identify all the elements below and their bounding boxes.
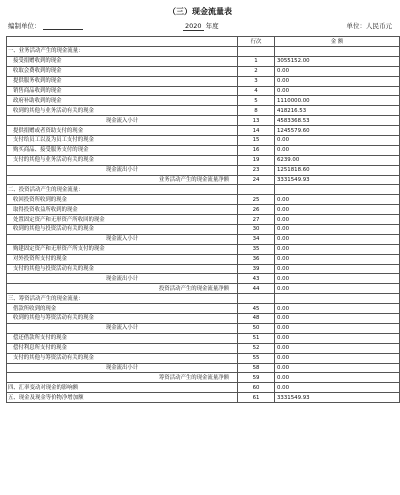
- row-item-label: 提供服务收到的现金: [7, 76, 238, 86]
- row-item-label: 现金流入小计: [7, 234, 238, 244]
- row-amount: 0.00: [275, 323, 400, 333]
- table-row: [7, 106, 400, 116]
- table-row: [7, 244, 400, 254]
- row-amount: [275, 294, 400, 304]
- row-amount: 1245579.60: [275, 126, 400, 136]
- row-number: 44: [238, 284, 275, 294]
- row-amount: 0.00: [275, 264, 400, 274]
- row-number: 59: [238, 373, 275, 383]
- row-item-label: 筹资活动产生的现金流量净额: [7, 373, 238, 383]
- row-item-label: 业务活动产生的现金流量净额: [7, 175, 238, 185]
- table-row: [7, 294, 400, 304]
- cash-flow-table: [6, 36, 400, 403]
- row-item-label: 现金流出小计: [7, 274, 238, 284]
- table-row: [7, 353, 400, 363]
- table-row: [7, 145, 400, 155]
- row-number: 61: [238, 393, 275, 403]
- row-amount: 0.00: [275, 244, 400, 254]
- table-row: [7, 116, 400, 126]
- table-row: [7, 215, 400, 225]
- row-item-label: 处置固定资产和无形资产所收回的现金: [7, 215, 238, 225]
- row-amount: 0.00: [275, 373, 400, 383]
- table-row: [7, 86, 400, 96]
- row-amount: 3331549.93: [275, 393, 400, 403]
- table-row: [7, 284, 400, 294]
- row-item-label: 对外投资所支付的现金: [7, 254, 238, 264]
- row-amount: 0.00: [275, 383, 400, 393]
- row-number: 27: [238, 215, 275, 225]
- table-row: [7, 373, 400, 383]
- row-number: 48: [238, 314, 275, 324]
- row-item-label: 偿还借款所支付的现金: [7, 333, 238, 343]
- row-item-label: 政府补助收到的现金: [7, 96, 238, 106]
- row-amount: 3331549.93: [275, 175, 400, 185]
- row-item-label: 购建固定资产和无形资产所支付的现金: [7, 244, 238, 254]
- row-number: 14: [238, 126, 275, 136]
- row-number: 13: [238, 116, 275, 126]
- row-amount: 0.00: [275, 333, 400, 343]
- row-number: 30: [238, 225, 275, 235]
- row-item-label: 投资活动产生的现金流量净额: [7, 284, 238, 294]
- row-item-label: 支付的其他与筹资活动有关的现金: [7, 353, 238, 363]
- table-row: [7, 136, 400, 146]
- row-number: 16: [238, 145, 275, 155]
- row-item-label: 现金流入小计: [7, 116, 238, 126]
- table-row: [7, 205, 400, 215]
- row-item-label: 支付给员工以及为员工支付的现金: [7, 136, 238, 146]
- row-amount: 0.00: [275, 225, 400, 235]
- table-row: [7, 155, 400, 165]
- row-amount: 0.00: [275, 66, 400, 76]
- row-number: [238, 185, 275, 195]
- table-row: [7, 225, 400, 235]
- row-item-label: 提供捐赠或者资助支付的现金: [7, 126, 238, 136]
- row-amount: 4583368.53: [275, 116, 400, 126]
- row-amount: 0.00: [275, 76, 400, 86]
- row-number: 34: [238, 234, 275, 244]
- row-item-label: 一、业务活动产生的现金流量：: [7, 47, 238, 57]
- row-amount: 0.00: [275, 274, 400, 284]
- row-amount: 0.00: [275, 205, 400, 215]
- row-amount: 0.00: [275, 254, 400, 264]
- row-amount: [275, 47, 400, 57]
- row-number: 24: [238, 175, 275, 185]
- row-number: 43: [238, 274, 275, 284]
- compiling-unit: [8, 21, 83, 30]
- fiscal-year-label: 年度: [205, 22, 219, 30]
- row-number: [238, 47, 275, 57]
- table-row: [7, 234, 400, 244]
- row-number: 51: [238, 333, 275, 343]
- row-item-label: 四、汇率变动对现金的影响额: [7, 383, 238, 393]
- table-row: [7, 185, 400, 195]
- table-row: [7, 126, 400, 136]
- row-amount: 0.00: [275, 136, 400, 146]
- row-number: 5: [238, 96, 275, 106]
- header-amount: 金 额: [275, 37, 400, 47]
- row-amount: 0.00: [275, 215, 400, 225]
- row-amount: 0.00: [275, 284, 400, 294]
- row-number: 1: [238, 56, 275, 66]
- row-amount: 0.00: [275, 314, 400, 324]
- row-number: 4: [238, 86, 275, 96]
- fiscal-year: [183, 21, 219, 30]
- row-amount: 0.00: [275, 145, 400, 155]
- row-amount: 1251818.60: [275, 165, 400, 175]
- row-number: 25: [238, 195, 275, 205]
- row-item-label: 收取会费收到的现金: [7, 66, 238, 76]
- row-item-label: 借款所收到的现金: [7, 304, 238, 314]
- row-number: 26: [238, 205, 275, 215]
- table-row: [7, 343, 400, 353]
- compiling-unit-label: 编制单位：: [8, 22, 41, 30]
- row-amount: 0.00: [275, 304, 400, 314]
- table-row: [7, 333, 400, 343]
- row-item-label: 现金流出小计: [7, 363, 238, 373]
- row-number: 35: [238, 244, 275, 254]
- table-row: [7, 175, 400, 185]
- row-number: 55: [238, 353, 275, 363]
- statement-meta: [8, 21, 392, 33]
- table-row: [7, 254, 400, 264]
- row-item-label: 二、投资活动产生的现金流量：: [7, 185, 238, 195]
- row-amount: 0.00: [275, 353, 400, 363]
- table-row: [7, 363, 400, 373]
- table-row: [7, 96, 400, 106]
- row-number: 39: [238, 264, 275, 274]
- row-number: [238, 294, 275, 304]
- row-item-label: 购买商品、接受服务支付的现金: [7, 145, 238, 155]
- compiling-unit-blank: [43, 21, 83, 30]
- cash-flow-table-body: [7, 37, 400, 403]
- header-item: [7, 37, 238, 47]
- row-number: 19: [238, 155, 275, 165]
- row-amount: 6239.00: [275, 155, 400, 165]
- table-row: [7, 274, 400, 284]
- table-row: [7, 66, 400, 76]
- fiscal-year-value: 2020: [185, 22, 202, 30]
- row-item-label: 收回投资所收到的现金: [7, 195, 238, 205]
- row-item-label: 销售商品收到的现金: [7, 86, 238, 96]
- row-amount: 0.00: [275, 195, 400, 205]
- table-row: [7, 393, 400, 403]
- row-item-label: 偿付利息所支付的现金: [7, 343, 238, 353]
- row-number: 58: [238, 363, 275, 373]
- row-amount: 0.00: [275, 343, 400, 353]
- row-amount: 0.00: [275, 234, 400, 244]
- table-row: [7, 304, 400, 314]
- row-number: 45: [238, 304, 275, 314]
- table-row: [7, 195, 400, 205]
- row-number: 36: [238, 254, 275, 264]
- row-number: 15: [238, 136, 275, 146]
- row-item-label: 支付的其他与业务活动有关的现金: [7, 155, 238, 165]
- row-item-label: 三、筹资活动产生的现金流量：: [7, 294, 238, 304]
- table-row: [7, 264, 400, 274]
- table-row: [7, 323, 400, 333]
- header-row-number: 行次: [238, 37, 275, 47]
- row-amount: 0.00: [275, 86, 400, 96]
- row-item-label: 接受捐赠收到的现金: [7, 56, 238, 66]
- row-item-label: 收到的其他与业务活动有关的现金: [7, 106, 238, 116]
- row-number: 8: [238, 106, 275, 116]
- row-amount: 0.00: [275, 363, 400, 373]
- row-item-label: 五、现金及现金等价物净增加额: [7, 393, 238, 403]
- row-amount: [275, 185, 400, 195]
- document-title: （三）现金流量表: [168, 7, 232, 16]
- table-header-row: [7, 37, 400, 47]
- row-item-label: 取得投资收益所收到的现金: [7, 205, 238, 215]
- row-item-label: 收到的其他与筹资活动有关的现金: [7, 314, 238, 324]
- row-number: 60: [238, 383, 275, 393]
- row-amount: 1110000.00: [275, 96, 400, 106]
- table-row: [7, 314, 400, 324]
- table-row: [7, 56, 400, 66]
- currency-unit: 单位：人民币元: [346, 22, 392, 30]
- table-row: [7, 76, 400, 86]
- row-number: 3: [238, 76, 275, 86]
- row-number: 50: [238, 323, 275, 333]
- row-item-label: 现金流入小计: [7, 323, 238, 333]
- row-number: 23: [238, 165, 275, 175]
- row-number: 2: [238, 66, 275, 76]
- table-row: [7, 383, 400, 393]
- row-item-label: 收到的其他与投资活动有关的现金: [7, 225, 238, 235]
- row-item-label: 支付的其他与投资活动有关的现金: [7, 264, 238, 274]
- table-row: [7, 165, 400, 175]
- table-row: [7, 47, 400, 57]
- row-amount: 3055152.00: [275, 56, 400, 66]
- row-amount: 418216.53: [275, 106, 400, 116]
- row-number: 52: [238, 343, 275, 353]
- row-item-label: 现金流出小计: [7, 165, 238, 175]
